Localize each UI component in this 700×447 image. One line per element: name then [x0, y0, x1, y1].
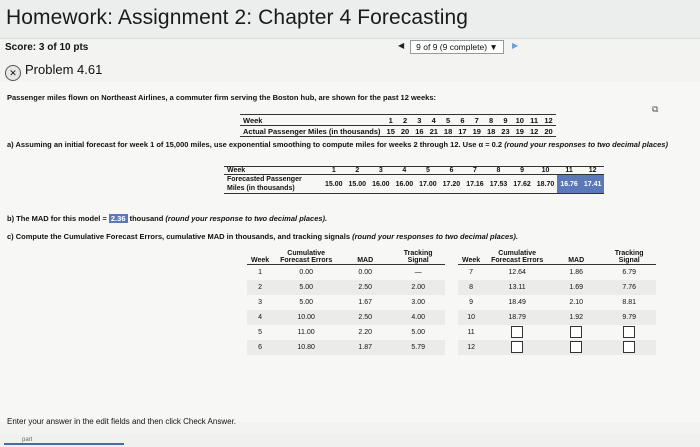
tracking-signal-cell [602, 340, 656, 355]
table-row [247, 340, 445, 355]
table-header-row [247, 250, 445, 265]
question-pager [398, 40, 518, 54]
mad-cell: 1.67 [358, 299, 372, 306]
progress-underline [4, 443, 124, 445]
table-row [247, 325, 445, 340]
week-cell: 2 [398, 115, 412, 126]
incorrect-icon: ✕ [5, 65, 21, 81]
table-row [247, 310, 445, 325]
week-cell: 2 [247, 280, 273, 295]
cfe-cell: 12.64 [508, 269, 526, 276]
week-column-header: Week [458, 250, 484, 265]
cfe-cell: 11.00 [297, 329, 315, 336]
table-row [458, 280, 656, 295]
miles-cell: 12 [529, 126, 539, 136]
tracking-signal-cell: 9.79 [602, 310, 656, 325]
mad-cell: 0.00 [358, 269, 372, 276]
tracking-signal-cell: 4.00 [391, 310, 445, 325]
problem-title [5, 62, 102, 81]
table-row [224, 167, 604, 175]
mad-cell [550, 325, 602, 340]
week-cell: 4 [427, 115, 441, 126]
table-row [458, 310, 656, 325]
week-cell: 3 [378, 167, 383, 174]
part-a-text [7, 140, 668, 149]
miles-cell: 17 [458, 126, 467, 136]
week-cell: 8 [484, 115, 498, 126]
forecast-table [224, 166, 604, 194]
mad-cell: 1.92 [550, 310, 602, 325]
tracking-signal-input[interactable] [623, 341, 635, 353]
week-cell: 10 [541, 167, 550, 174]
week-cell: 4 [247, 310, 273, 325]
tracking-table-right [458, 250, 656, 355]
mad-answer-field[interactable]: 2.36 [110, 214, 126, 223]
cfe-cell [484, 340, 550, 355]
miles-cell: 23 [501, 126, 510, 136]
miles-cell: 15 [386, 126, 395, 136]
tracking-signal-cell: 3.00 [411, 299, 425, 306]
mad-cell: 2.20 [358, 329, 372, 336]
tracking-signal-cell: 2.00 [391, 280, 445, 295]
week-cell: 7 [469, 269, 474, 276]
actual-miles-table [240, 114, 556, 137]
week-cell: 6 [449, 167, 454, 174]
week-cell: 7 [470, 115, 484, 126]
part-b-prompt: b) The MAD for this model = [7, 214, 109, 223]
miles-cell: 21 [429, 126, 438, 136]
miles-header: Actual Passenger Miles (in thousands) [243, 126, 381, 136]
forecast-cell: 17.62 [513, 180, 531, 188]
week-cell: 12 [541, 115, 555, 126]
table-row [458, 340, 656, 355]
miles-cell: 19 [472, 126, 481, 136]
forecast-cell: 17.16 [466, 180, 484, 188]
instruction-text: Enter your answer in the edit fields and then click Check Answer. [7, 417, 237, 426]
mad-column-header: MAD [339, 250, 391, 265]
cfe-cell [484, 325, 550, 340]
table-row [458, 325, 656, 340]
cfe-input[interactable] [511, 326, 523, 338]
week-header: Week [240, 115, 384, 126]
mad-cell [550, 340, 602, 355]
mad-cell: 2.10 [569, 299, 583, 306]
week-cell: 11 [527, 115, 541, 126]
tracking-signal-input[interactable] [623, 326, 635, 338]
mad-input[interactable] [570, 326, 582, 338]
tracking-signal-cell [602, 325, 656, 340]
week-cell: 1 [384, 115, 398, 126]
week-cell: 10 [513, 115, 527, 126]
page-title: Homework: Assignment 2: Chapter 4 Forecasting [6, 6, 469, 29]
mad-column-header: MAD [550, 250, 602, 265]
mad-cell: 1.86 [569, 269, 583, 276]
week-cell: 9 [520, 167, 524, 174]
week-cell: 12 [588, 167, 597, 174]
week-cell: 6 [455, 115, 469, 126]
cfe-cell: 13.11 [484, 280, 550, 295]
week-cell: 3 [412, 115, 426, 126]
forecast-cell: 17.00 [419, 180, 437, 188]
tracking-table-left [247, 250, 445, 355]
cfe-column-header: Cumulative Forecast Errors [273, 250, 339, 265]
table-header-row [458, 250, 656, 265]
tracking-signal-cell: 5.00 [411, 329, 425, 336]
tracking-signal-cell: — [414, 269, 422, 276]
mad-cell: 1.87 [339, 340, 391, 355]
week-cell: 1 [331, 167, 336, 174]
table-row [247, 265, 445, 281]
forecast-cell: 15.00 [325, 180, 343, 188]
week-cell: 3 [258, 299, 263, 306]
table-row [458, 265, 656, 281]
week-cell: 5 [441, 115, 455, 126]
part-b-unit: thousand [127, 214, 166, 223]
question-selector-label: 9 of 9 (9 complete) [416, 42, 488, 52]
cfe-cell: 10.00 [273, 310, 339, 325]
table-row [458, 295, 656, 310]
miles-cell: 20 [400, 126, 410, 136]
forecast-cell: 18.70 [536, 180, 555, 188]
cfe-input[interactable] [511, 341, 523, 353]
week-cell: 9 [498, 115, 512, 126]
table-row [240, 115, 556, 126]
week-cell: 12 [458, 340, 484, 355]
week-cell: 11 [467, 329, 475, 336]
problem-label: Problem 4.61 [25, 62, 103, 77]
part-a-note: (round your responses to two decimal places) [504, 140, 668, 149]
score-label: Score: 3 of 10 pts [5, 42, 89, 53]
copy-table-icon[interactable]: ⧉ [652, 104, 659, 114]
table-row [247, 280, 445, 295]
table-row [247, 295, 445, 310]
tracking-signal-cell: 6.79 [622, 269, 636, 276]
part-b-text [7, 214, 327, 223]
week-cell: 8 [458, 280, 484, 295]
week-cell: 7 [473, 167, 477, 174]
week-header: Week [227, 167, 246, 174]
tracking-signal-column-header: Tracking Signal [602, 250, 656, 265]
forecast-cell: 15.00 [348, 180, 367, 188]
header-bar [0, 0, 700, 39]
week-cell: 2 [355, 167, 360, 174]
part-c-prompt: c) Compute the Cumulative Forecast Errors, cumulative MAD in thousands, and tracking signals [7, 232, 353, 241]
week-cell: 10 [458, 310, 484, 325]
cfe-cell: 0.00 [299, 269, 313, 276]
mad-cell: 2.50 [339, 280, 391, 295]
week-cell: 8 [496, 167, 501, 174]
forecast-cell: 17.53 [489, 180, 508, 188]
cfe-column-header: Cumulative Forecast Errors [484, 250, 550, 265]
week-cell: 6 [247, 340, 273, 355]
miles-cell: 18 [486, 126, 496, 136]
week-cell: 5 [425, 167, 430, 174]
cfe-cell: 5.00 [273, 280, 339, 295]
tracking-signal-cell: 7.76 [602, 280, 656, 295]
bottom-partial-text: part [22, 437, 33, 443]
forecast-header: Forecasted Passenger Miles (in thousands) [227, 176, 302, 192]
mad-cell: 2.50 [339, 310, 391, 325]
miles-cell: 16 [415, 126, 424, 136]
table-row [224, 175, 604, 194]
cfe-cell: 10.80 [273, 340, 339, 355]
part-b-note: (round your response to two decimal places). [165, 214, 328, 223]
forecast-cell: 16.00 [395, 180, 414, 188]
chevron-down-icon: ▼ [489, 42, 498, 52]
week-cell: 9 [469, 299, 474, 306]
cfe-cell: 18.79 [484, 310, 550, 325]
cfe-cell: 5.00 [299, 299, 313, 306]
intro-text: Passenger miles flown on Northeast Airlines, a commuter firm serving the Boston hub, are shown for the past 12 weeks: [7, 93, 436, 102]
part-c-note: (round your responses to two decimal places). [352, 232, 518, 241]
previous-question-icon[interactable]: ◀ [398, 41, 405, 50]
week-cell: 1 [258, 269, 263, 276]
tracking-signal-column-header: Tracking Signal [391, 250, 445, 265]
forecast-answer-field[interactable]: 16.76 [557, 175, 581, 194]
miles-cell: 20 [544, 126, 553, 136]
mad-input[interactable] [570, 341, 582, 353]
question-selector[interactable] [410, 40, 504, 54]
forecast-cell: 16.00 [372, 180, 390, 188]
part-c-text [7, 232, 518, 241]
week-cell: 4 [402, 167, 407, 174]
mad-cell: 1.69 [550, 280, 602, 295]
week-column-header: Week [247, 250, 273, 265]
next-question-icon[interactable]: ▶ [512, 41, 519, 50]
miles-cell: 19 [515, 126, 524, 136]
tracking-signal-cell: 5.79 [391, 340, 445, 355]
forecast-answer-field[interactable]: 17.41 [581, 175, 605, 194]
cfe-cell: 18.49 [508, 299, 526, 306]
tracking-signal-cell: 8.81 [622, 299, 636, 306]
forecast-cell: 17.20 [442, 180, 461, 188]
miles-cell: 18 [443, 126, 453, 136]
table-row [240, 126, 556, 137]
week-cell: 11 [565, 167, 573, 174]
week-cell: 5 [258, 329, 263, 336]
part-a-prompt: a) Assuming an initial forecast for week 1 of 15,000 miles, use exponential smoothing to compute miles for weeks 2 through 12. Use α = 0.2 [7, 140, 505, 149]
bottom-bar [0, 434, 700, 447]
